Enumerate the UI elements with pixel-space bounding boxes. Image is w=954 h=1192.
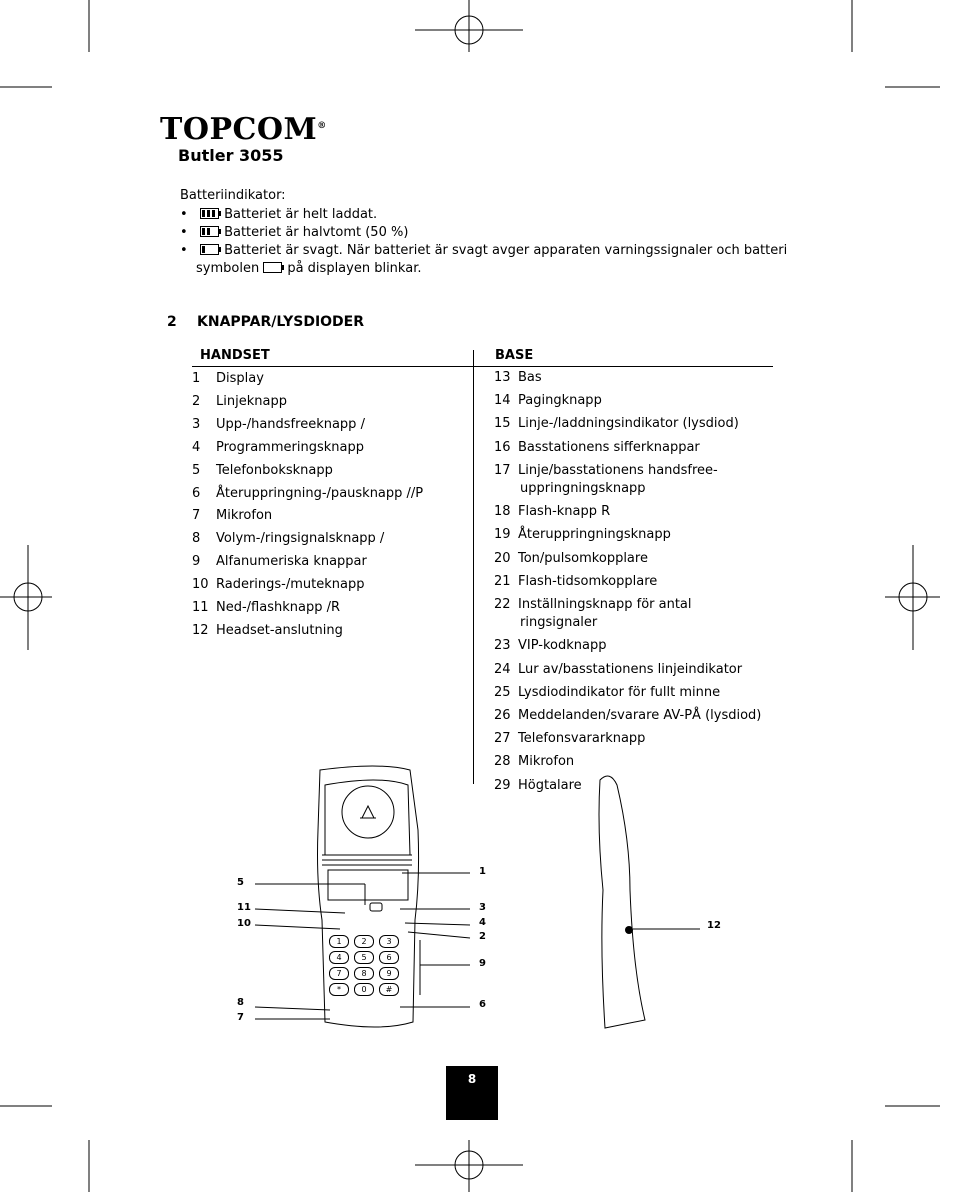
keypad-key: 1 xyxy=(329,935,349,948)
handset-item-label: Raderings-/muteknapp xyxy=(216,577,365,593)
base-item-number: 24 xyxy=(494,661,511,677)
brand-logo: TOPCOM® xyxy=(160,112,327,147)
handset-item-label: Telefonboksknapp xyxy=(216,462,333,478)
handset-item-number: 12 xyxy=(192,622,209,638)
handset-item-number: 6 xyxy=(192,485,201,501)
base-item-label: Mikrofon xyxy=(518,754,575,770)
handset-item-number: 8 xyxy=(192,531,201,547)
battery-item: • Batteriet är svagt. När batteriet är svagt avger apparaten varningssignaler och batteri xyxy=(180,243,788,258)
base-item-number: 17 xyxy=(494,462,511,478)
base-item-label: Högtalare xyxy=(518,777,582,793)
keypad-key: 6 xyxy=(379,951,399,964)
base-item-label: Ton/pulsomkopplare xyxy=(518,550,648,566)
base-item-label: Inställningsknapp för antal xyxy=(518,597,692,612)
keypad-key: 2 xyxy=(354,935,374,948)
battery-item: • Batteriet är helt laddat. xyxy=(180,207,378,222)
handset-header: HANDSET xyxy=(200,348,270,363)
base-item-cont: ringsignaler xyxy=(520,615,598,631)
handset-item-number: 7 xyxy=(192,508,201,524)
callout-label: 11 xyxy=(237,902,251,913)
handset-item-label: Ned-/flashknapp xyxy=(216,600,323,615)
handset-item-number: 4 xyxy=(192,439,201,455)
handset-item-number: 11 xyxy=(192,600,209,615)
base-item-label: VIP-kodknapp xyxy=(518,638,607,654)
callout-label: 5 xyxy=(237,877,244,888)
base-item-number: 16 xyxy=(494,439,511,455)
handset-item-label: Volym-/ringsignalsknapp xyxy=(216,531,376,547)
handset-item-label: Upp-/handsfreeknapp xyxy=(216,416,357,432)
base-item-label: Meddelanden/svarare AV-PÅ (lysdiod) xyxy=(518,708,762,723)
base-item-number: 29 xyxy=(494,777,511,793)
base-item-number: 26 xyxy=(494,708,511,723)
keypad-key: * xyxy=(329,983,349,996)
base-item-number: 18 xyxy=(494,504,511,520)
base-item-number: 25 xyxy=(494,684,511,700)
base-item-number: 15 xyxy=(494,416,511,432)
base-item-suffix: (lysdiod) xyxy=(678,416,739,432)
base-item-label: Lysdiodindikator för fullt minne xyxy=(518,684,721,700)
handset-item-label: Mikrofon xyxy=(216,508,273,524)
keypad-key: 4 xyxy=(329,951,349,964)
base-item-label: Telefonsvararknapp xyxy=(518,731,646,747)
model-title: Butler 3055 xyxy=(178,146,284,165)
base-item-number: 27 xyxy=(494,731,511,747)
base-item-label: Pagingknapp xyxy=(518,393,602,409)
section-title: KNAPPAR/LYSDIODER xyxy=(197,314,365,330)
keypad-key: 8 xyxy=(354,967,374,980)
callout-label: 1 xyxy=(479,866,486,877)
base-item-number: 19 xyxy=(494,527,511,543)
handset-item-label: Programmeringsknapp xyxy=(216,439,364,455)
base-item-label: Basstationens sifferknappar xyxy=(518,439,700,455)
handset-item-label: Alfanumeriska knappar xyxy=(216,554,367,570)
base-item-cont: uppringningsknapp xyxy=(520,481,646,496)
battery-title: Batteriindikator: xyxy=(180,188,286,203)
handset-item-label: Headset-anslutning xyxy=(216,622,343,638)
keypad-key: 9 xyxy=(379,967,399,980)
base-item-label: Linje/basstationens handsfree- xyxy=(518,462,718,478)
callout-label: 10 xyxy=(237,918,251,929)
base-item-label: Lur av/basstationens linjeindikator xyxy=(518,661,743,677)
page-number: 8 xyxy=(446,1066,498,1120)
handset-item-number: 2 xyxy=(192,393,201,409)
battery-note: symbolen på displayen blinkar. xyxy=(196,261,422,276)
keypad-key: 5 xyxy=(354,951,374,964)
callout-label: 4 xyxy=(479,917,486,928)
base-item-number: 28 xyxy=(494,754,511,770)
battery-item: • Batteriet är halvtomt (50 %) xyxy=(180,225,409,240)
handset-item-label: Display xyxy=(216,371,264,386)
base-item-number: 22 xyxy=(494,597,511,612)
base-header: BASE xyxy=(495,348,534,363)
section-number: 2 xyxy=(167,314,177,330)
base-item-label: Bas xyxy=(518,370,542,385)
callout-label: 8 xyxy=(237,997,244,1008)
handset-item-number: 9 xyxy=(192,554,201,570)
handset-item-suffix: /R xyxy=(322,600,340,615)
base-item-label: Flash-tidsomkopplare xyxy=(518,573,658,589)
base-item-number: 20 xyxy=(494,550,511,566)
base-item-number: 14 xyxy=(494,393,511,409)
keypad-key: 0 xyxy=(354,983,374,996)
keypad-key: 3 xyxy=(379,935,399,948)
handset-item-number: 3 xyxy=(192,416,201,432)
base-item-label: Återuppringningsknapp xyxy=(518,527,671,543)
handset-item-label: Linjeknapp xyxy=(216,393,287,409)
handset-item-suffix: / xyxy=(356,416,365,432)
handset-item-suffix: / xyxy=(375,531,385,547)
base-item-number: 23 xyxy=(494,638,511,654)
callout-label: 3 xyxy=(479,902,486,913)
base-item-number: 21 xyxy=(494,573,511,589)
handset-item-number: 5 xyxy=(192,462,201,478)
callout-label: 9 xyxy=(479,958,486,969)
base-item-label: Linje-/laddningsindikator xyxy=(518,416,679,432)
handset-item-number: 10 xyxy=(192,577,209,593)
handset-item-suffix: //P xyxy=(402,485,424,501)
keypad-key: # xyxy=(379,983,399,996)
keypad-key: 7 xyxy=(329,967,349,980)
base-item-number: 13 xyxy=(494,370,511,385)
handset-item-label: Återuppringning-/pausknapp xyxy=(216,485,403,501)
handset-item-number: 1 xyxy=(192,371,201,386)
base-item-label: Flash-knapp R xyxy=(518,504,611,520)
callout-label: 12 xyxy=(707,920,721,931)
callout-label: 6 xyxy=(479,999,486,1010)
callout-label: 7 xyxy=(237,1012,244,1023)
callout-label: 2 xyxy=(479,931,486,942)
